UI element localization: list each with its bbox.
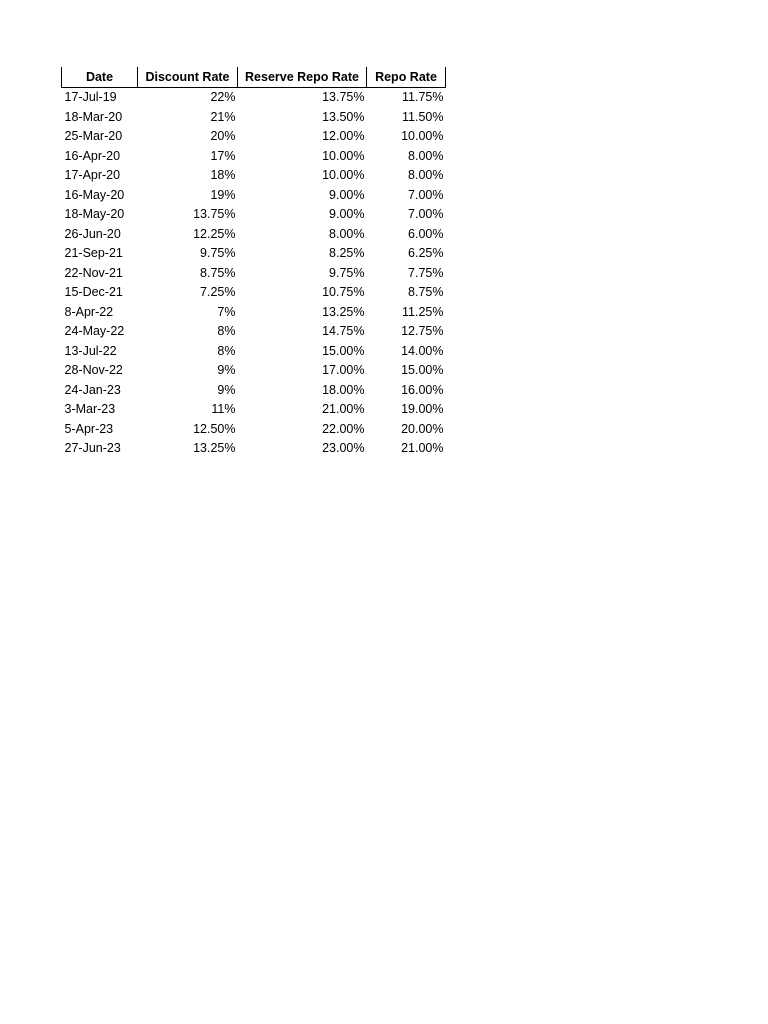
repo-rate-cell: 8.00% <box>408 168 444 183</box>
date-cell: 16-Apr-20 <box>64 148 121 163</box>
date-cell: 24-May-22 <box>64 324 125 339</box>
reserve-repo-rate-cell: 10.75% <box>322 285 365 300</box>
reserve-repo-rate-cell: 10.00% <box>322 168 365 183</box>
reserve-repo-rate-cell: 8.25% <box>329 246 365 261</box>
date-cell: 25-Mar-20 <box>64 129 123 144</box>
reserve-repo-rate-cell: 13.75% <box>322 90 365 105</box>
table-row <box>62 127 446 147</box>
discount-rate-cell: 19% <box>210 187 236 202</box>
reserve-repo-rate-cell: 15.00% <box>322 343 365 358</box>
date-cell: 27-Jun-23 <box>64 441 121 456</box>
reserve-repo-rate-cell: 14.75% <box>322 324 365 339</box>
table-row <box>62 283 446 303</box>
table-row <box>62 244 446 264</box>
table-row <box>62 88 446 108</box>
header-date: Date <box>62 67 138 88</box>
header-row <box>62 67 446 88</box>
repo-rate-cell: 10.00% <box>401 129 444 144</box>
reserve-repo-rate-cell: 13.50% <box>322 109 365 124</box>
table-row <box>62 361 446 381</box>
table-header <box>62 67 446 88</box>
repo-rate-cell: 20.00% <box>401 421 444 436</box>
table-row <box>62 147 446 167</box>
date-cell: 18-Mar-20 <box>64 109 123 124</box>
repo-rate-cell: 12.75% <box>401 324 444 339</box>
date-cell: 5-Apr-23 <box>64 421 114 436</box>
discount-rate-cell: 8% <box>217 324 236 339</box>
discount-rate-cell: 22% <box>210 90 236 105</box>
discount-rate-cell: 9% <box>217 363 236 378</box>
reserve-repo-rate-cell: 12.00% <box>322 129 365 144</box>
discount-rate-cell: 8.75% <box>200 265 236 280</box>
date-cell: 3-Mar-23 <box>64 402 116 417</box>
date-cell: 13-Jul-22 <box>64 343 117 358</box>
repo-rate-cell: 15.00% <box>401 363 444 378</box>
table-row <box>62 108 446 128</box>
discount-rate-cell: 13.75% <box>193 207 236 222</box>
repo-rate-cell: 7.00% <box>408 207 444 222</box>
header-reserve-repo-rate: Reserve Repo Rate <box>238 67 367 88</box>
repo-rate-cell: 14.00% <box>401 343 444 358</box>
discount-rate-cell: 8% <box>217 343 236 358</box>
repo-rate-cell: 7.75% <box>408 265 444 280</box>
date-cell: 8-Apr-22 <box>64 304 114 319</box>
discount-rate-cell: 9% <box>217 382 236 397</box>
table-row <box>62 303 446 323</box>
discount-rate-cell: 12.50% <box>193 421 236 436</box>
date-cell: 28-Nov-22 <box>64 363 123 378</box>
table-row <box>62 342 446 362</box>
repo-rate-cell: 11.50% <box>402 109 444 124</box>
discount-rate-cell: 7.25% <box>200 285 236 300</box>
date-cell: 17-Jul-19 <box>64 90 117 105</box>
reserve-repo-rate-cell: 17.00% <box>322 363 365 378</box>
header-repo-rate: Repo Rate <box>367 67 446 88</box>
repo-rate-cell: 8.75% <box>408 285 444 300</box>
repo-rate-cell: 21.00% <box>401 441 444 456</box>
repo-rate-cell: 19.00% <box>401 402 444 417</box>
date-cell: 26-Jun-20 <box>64 226 121 241</box>
repo-rate-cell: 16.00% <box>401 382 444 397</box>
table-body <box>62 88 446 459</box>
date-cell: 22-Nov-21 <box>64 265 123 280</box>
reserve-repo-rate-cell: 18.00% <box>322 382 365 397</box>
rates-sheet <box>61 67 446 459</box>
reserve-repo-rate-cell: 9.75% <box>329 265 365 280</box>
discount-rate-cell: 20% <box>210 129 236 144</box>
date-cell: 15-Dec-21 <box>64 285 123 300</box>
header-discount-rate: Discount Rate <box>138 67 238 88</box>
date-cell: 21-Sep-21 <box>64 246 123 261</box>
date-cell: 16-May-20 <box>64 187 125 202</box>
table-row <box>62 225 446 245</box>
date-cell: 17-Apr-20 <box>64 168 121 183</box>
date-cell: 18-May-20 <box>64 207 125 222</box>
discount-rate-cell: 18% <box>210 168 236 183</box>
table-row <box>62 166 446 186</box>
discount-rate-cell: 13.25% <box>193 441 236 456</box>
date-cell: 24-Jan-23 <box>64 382 121 397</box>
reserve-repo-rate-cell: 10.00% <box>322 148 365 163</box>
table-row <box>62 439 446 459</box>
reserve-repo-rate-cell: 22.00% <box>322 421 365 436</box>
rates-table <box>61 67 446 459</box>
table-row <box>62 400 446 420</box>
discount-rate-cell: 7% <box>217 304 236 319</box>
discount-rate-cell: 17% <box>210 148 236 163</box>
reserve-repo-rate-cell: 9.00% <box>329 187 365 202</box>
table-row <box>62 322 446 342</box>
discount-rate-cell: 9.75% <box>200 246 236 261</box>
reserve-repo-rate-cell: 8.00% <box>329 226 365 241</box>
reserve-repo-rate-cell: 23.00% <box>322 441 365 456</box>
table-row <box>62 381 446 401</box>
table-row <box>62 264 446 284</box>
repo-rate-cell: 6.00% <box>408 226 444 241</box>
discount-rate-cell: 11% <box>211 402 236 417</box>
discount-rate-cell: 21% <box>210 109 236 124</box>
table-row <box>62 420 446 440</box>
repo-rate-cell: 6.25% <box>408 246 444 261</box>
reserve-repo-rate-cell: 13.25% <box>322 304 365 319</box>
repo-rate-cell: 8.00% <box>408 148 444 163</box>
repo-rate-cell: 11.25% <box>402 304 444 319</box>
discount-rate-cell: 12.25% <box>193 226 236 241</box>
repo-rate-cell: 11.75% <box>402 90 444 105</box>
reserve-repo-rate-cell: 9.00% <box>329 207 365 222</box>
table-row <box>62 186 446 206</box>
reserve-repo-rate-cell: 21.00% <box>322 402 365 417</box>
table-row <box>62 205 446 225</box>
repo-rate-cell: 7.00% <box>408 187 444 202</box>
